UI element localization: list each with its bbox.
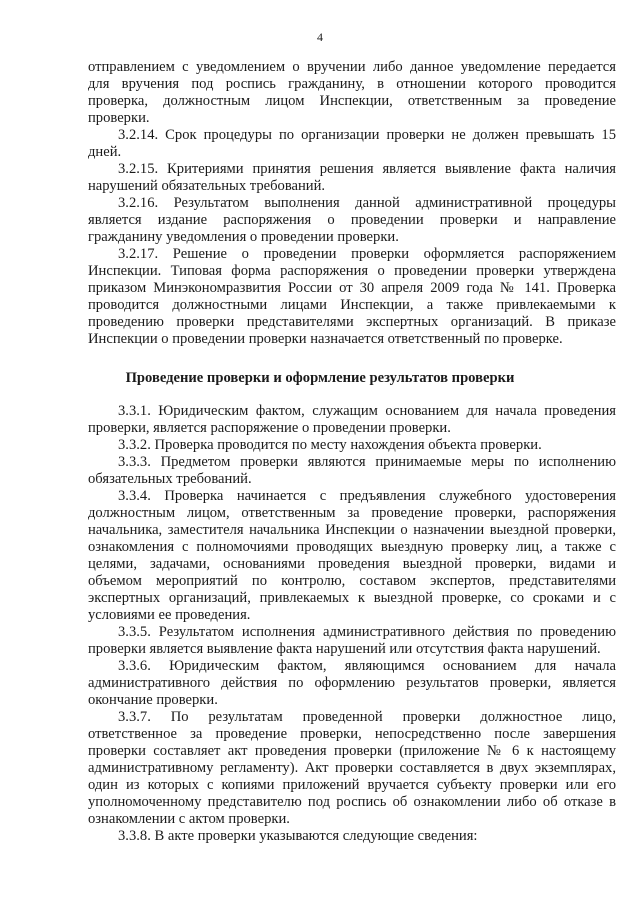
text-line: Инспекции. Типовая форма распоряжения о проведении проверки утверждена xyxy=(88,263,616,279)
text-line: окончание проверки. xyxy=(88,692,218,708)
text-line: один из которых с копиями приложений вручается субъекту проверки или его xyxy=(88,777,616,793)
text-line: объемом мероприятий по контролю, составом экспертов, представителями xyxy=(88,573,616,589)
text-line: для вручения под роспись гражданину, в отношении которого проводится xyxy=(88,76,616,92)
text-line: целями, задачами, основаниями проведения выездной проверки, видами и xyxy=(88,556,616,572)
text-line: 3.3.6. Юридическим фактом, являющимся основанием для начала xyxy=(118,658,616,674)
text-line: проверки является выявление факта нарушений или отсутствия факта нарушений. xyxy=(88,641,601,657)
text-line: проверки составляет акт проведения проверки (приложение № 6 к настоящему xyxy=(88,743,616,759)
text-line: уполномоченному представителю под роспись об ознакомлении либо об отказе в xyxy=(88,794,616,810)
text-line: 3.2.15. Критериями принятия решения является выявление факта наличия xyxy=(118,161,616,177)
text-line: 3.3.7. По результатам проведенной проверки должностное лицо, xyxy=(118,709,616,725)
text-line: 3.3.3. Предметом проверки являются принимаемые меры по исполнению xyxy=(118,454,616,470)
text-line: Инспекции о проведении проверки назначается ответственный по проверке. xyxy=(88,331,563,347)
text-line: 3.2.14. Срок процедуры по организации проверки не должен превышать 15 xyxy=(118,127,616,143)
text-line: нарушений обязательных требований. xyxy=(88,178,326,194)
text-line: условиями ее проведения. xyxy=(88,607,251,623)
text-line: ознакомлении с актом проверки. xyxy=(88,811,290,827)
text-line: проверки. xyxy=(88,110,150,126)
text-line: проверки, является распоряжение о проведении проверки. xyxy=(88,420,451,436)
text-line: отправлением с уведомлением о вручении либо данное уведомление передается xyxy=(88,59,616,75)
section-heading: Проведение проверки и оформление результатов проверки xyxy=(125,370,515,386)
text-line: административному регламенту). Акт проверки составляется в двух экземплярах, xyxy=(88,760,616,776)
text-line: 3.2.16. Результатом выполнения данной административной процедуры xyxy=(118,195,616,211)
text-line: 3.3.2. Проверка проводится по месту нахождения объекта проверки. xyxy=(118,437,542,453)
page-number: 4 xyxy=(317,30,323,44)
text-line: приказом Минэкономразвития России от 30 апреля 2009 года № 141. Проверка xyxy=(88,280,616,296)
text-line: является издание распоряжения о проведении проверки и направление xyxy=(88,212,616,228)
text-line: проведению проверки представителями экспертных организаций. В приказе xyxy=(88,314,616,330)
text-line: экспертных организаций, привлекаемых к выездной проверке, со сроками и с xyxy=(88,590,616,606)
text-line: ответственное за проведение проверки, непосредственно после завершения xyxy=(88,726,616,742)
text-line: 3.2.17. Решение о проведении проверки оформляется распоряжением xyxy=(118,246,616,262)
text-line: должностным лицом, ответственным за проведение проверки, распоряжения xyxy=(88,505,616,521)
text-line: проводится должностными лицами Инспекции, а также привлекаемыми к xyxy=(88,297,616,313)
text-line: обязательных требований. xyxy=(88,471,252,487)
text-line: ознакомления с полномочиями проводящих выездную проверку лиц, а также с xyxy=(88,539,616,555)
text-line: 3.3.4. Проверка начинается с предъявления служебного удостоверения xyxy=(118,488,616,504)
text-line: административного действия по оформлению результатов проверки, является xyxy=(88,675,616,691)
text-line: дней. xyxy=(88,144,122,160)
text-line: проверка, должностным лицом Инспекции, ответственным за проведение xyxy=(88,93,616,109)
text-line: 3.3.8. В акте проверки указываются следующие сведения: xyxy=(118,828,478,844)
text-line: начальника, заместителя начальника Инспекции о назначении выездной проверки, xyxy=(88,522,616,538)
text-line: гражданину уведомления о проведении проверки. xyxy=(88,229,399,245)
text-line: 3.3.5. Результатом исполнения административного действия по проведению xyxy=(118,624,616,640)
text-line: 3.3.1. Юридическим фактом, служащим основанием для начала проведения xyxy=(118,403,616,419)
